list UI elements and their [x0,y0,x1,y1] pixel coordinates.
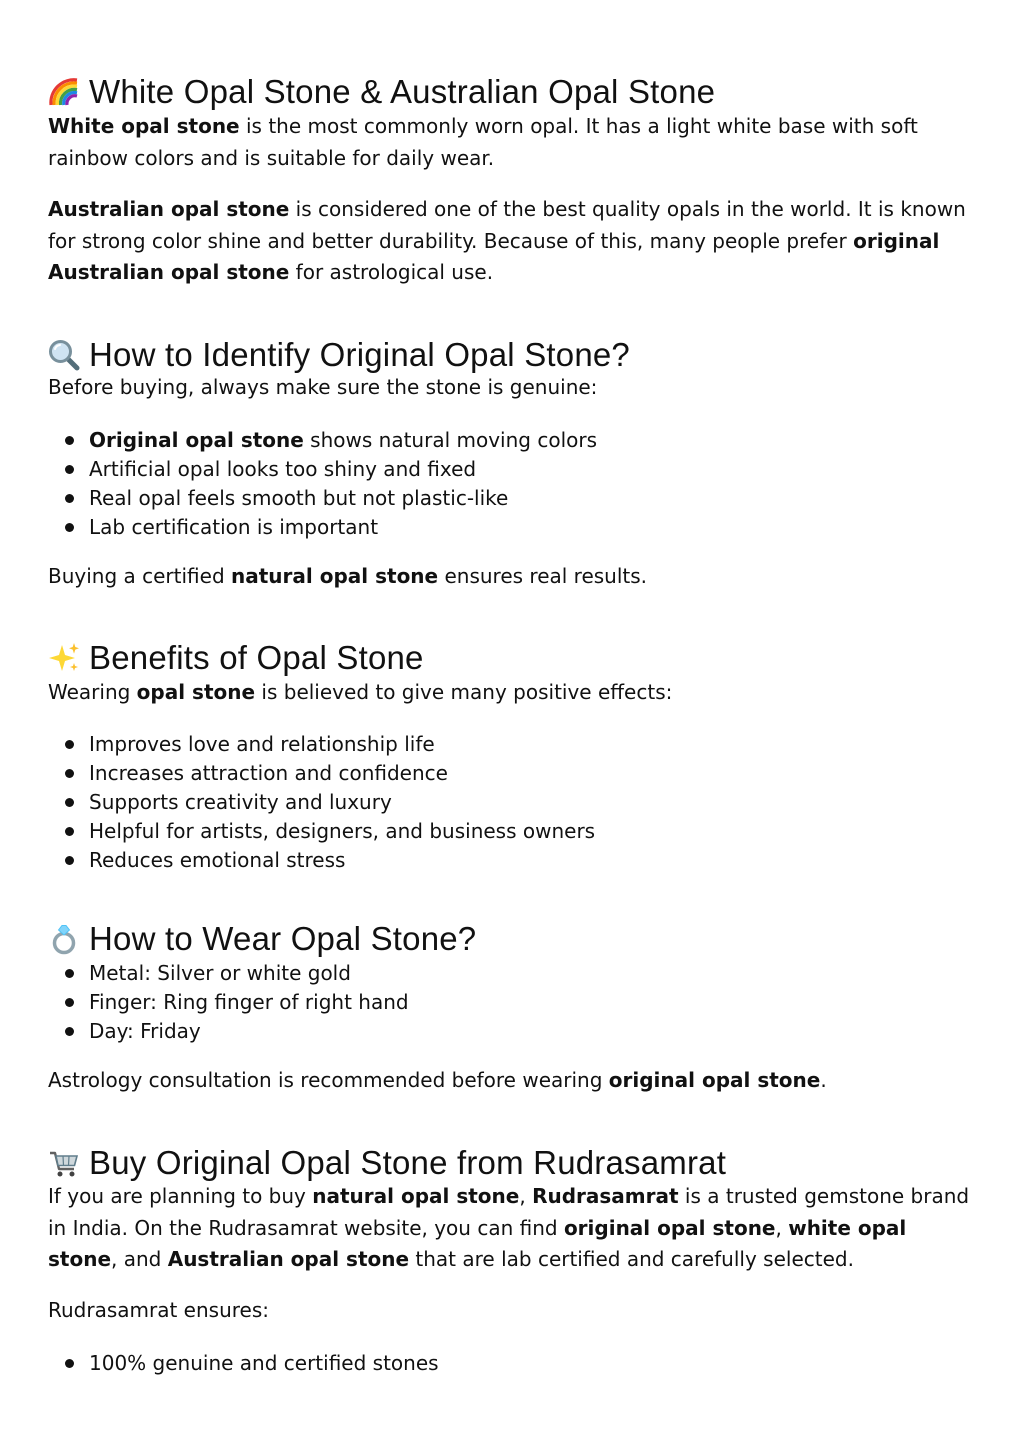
text: . [820,1068,827,1092]
section-heading-opal-types [48,72,715,112]
bullet [65,494,74,503]
list-item-text: Increases attraction and confidence [89,761,448,785]
text: for astrological use. [289,260,494,284]
text: that are lab certified and carefully selected. [409,1247,854,1271]
list-item [48,1349,978,1378]
list-item [48,846,978,875]
identify-list [48,426,978,542]
magnifying-glass-icon [48,339,80,371]
section-heading-text: How to Identify Original Opal Stone? [89,336,630,374]
shopping-cart-icon [48,1147,80,1179]
section-heading-text: Buy Original Opal Stone from Rudrasamrat [89,1144,727,1182]
list-item-text: Metal: Silver or white gold [89,961,351,985]
bold-text: Australian opal stone [48,197,290,221]
text: If you are planning to buy [48,1184,313,1208]
list-item-text: Reduces emotional stress [89,848,346,872]
bold-text: natural opal stone [312,1184,520,1208]
text: is the most commonly worn opal. It has a light white base with soft rainbow colors and is suitable for daily wear. [48,114,918,170]
bold-text: White opal stone [48,114,240,138]
list-item-text: Helpful for artists, designers, and business owners [89,819,596,843]
list-item-text: shows natural moving colors [303,428,598,452]
bullet [65,769,74,778]
text: ensures real results. [438,564,648,588]
section-heading-wear [48,919,476,959]
list-item-text: Lab certification is important [89,515,379,539]
text: is a trusted gemstone brand in India. On the Rudrasamrat website, you can find [48,1184,970,1240]
list-item-text: 100% genuine and certified stones [89,1351,439,1375]
text: Wearing [48,680,137,704]
list-item [48,730,978,759]
paragraph-buy-intro: Rudrasamrat ensures: [48,1298,270,1322]
bold-text: opal stone [136,680,256,704]
ring-icon [48,923,80,955]
section-heading-text: How to Wear Opal Stone? [89,920,477,958]
list-item [48,455,978,484]
list-item [48,788,978,817]
list-item-text: Improves love and relationship life [89,732,435,756]
section-heading-text: Benefits of Opal Stone [89,639,424,677]
bullet [65,969,74,978]
bold-text: white opal stone [48,1215,907,1271]
bold-text: Rudrasamrat [532,1184,679,1208]
paragraph-buy [48,1181,978,1276]
bullet [65,740,74,749]
list-item [48,959,978,988]
bullet [65,998,74,1007]
text: Buying a certified [48,564,232,588]
bold-text: natural opal stone [231,564,439,588]
paragraph-identify-intro: Before buying, always make sure the stone is genuine: [48,375,598,399]
text: Astrology consultation is recommended before wearing [48,1068,609,1092]
bullet [65,1359,74,1368]
rainbow-icon [48,76,80,108]
sparkles-icon [48,642,80,674]
list-item-text: Artificial opal looks too shiny and fixed [89,457,477,481]
text: , [775,1215,789,1240]
paragraph-identify-outro [48,561,978,593]
bullet [65,436,74,445]
section-heading-identify [48,335,630,375]
section-heading-benefits [48,638,424,678]
paragraph-benefits-intro [48,677,978,709]
bullet [65,827,74,836]
bullet [65,856,74,865]
bullet [65,798,74,807]
buy-list [48,1349,978,1378]
list-item [48,426,978,455]
bullet [65,523,74,532]
list-item-text: Finger: Ring finger of right hand [89,990,409,1014]
bold-text: original opal stone [608,1068,821,1092]
list-item-text: Day: Friday [89,1019,201,1043]
bullet [65,465,74,474]
bold-text: Australian opal stone [167,1247,410,1271]
paragraph-wear-outro [48,1065,978,1097]
text: , and [111,1247,168,1271]
list-item-text: Supports creativity and luxury [89,790,392,814]
section-heading-text: White Opal Stone & Australian Opal Stone [89,73,716,111]
list-item [48,817,978,846]
list-item [48,988,978,1017]
text: is believed to give many positive effects: [255,680,673,704]
bold-text: original opal stone [563,1215,776,1240]
list-item [48,484,978,513]
bold-text: original Australian opal stone [48,228,940,284]
bullet [65,1027,74,1036]
list-item [48,1017,978,1046]
text: , [519,1184,533,1208]
text: is considered one of the best quality opals in the world. It is known for strong color shine and better durability. Because of this, many people prefer [48,197,966,253]
wear-list [48,959,978,1046]
paragraph-white-opal [48,111,978,174]
list-item [48,513,978,542]
paragraph-australian-opal [48,194,978,289]
list-item [48,759,978,788]
bold-text: Original opal stone [89,428,304,452]
benefits-list [48,730,978,875]
list-item-text: Real opal feels smooth but not plastic-like [89,486,509,510]
section-heading-buy [48,1143,726,1183]
